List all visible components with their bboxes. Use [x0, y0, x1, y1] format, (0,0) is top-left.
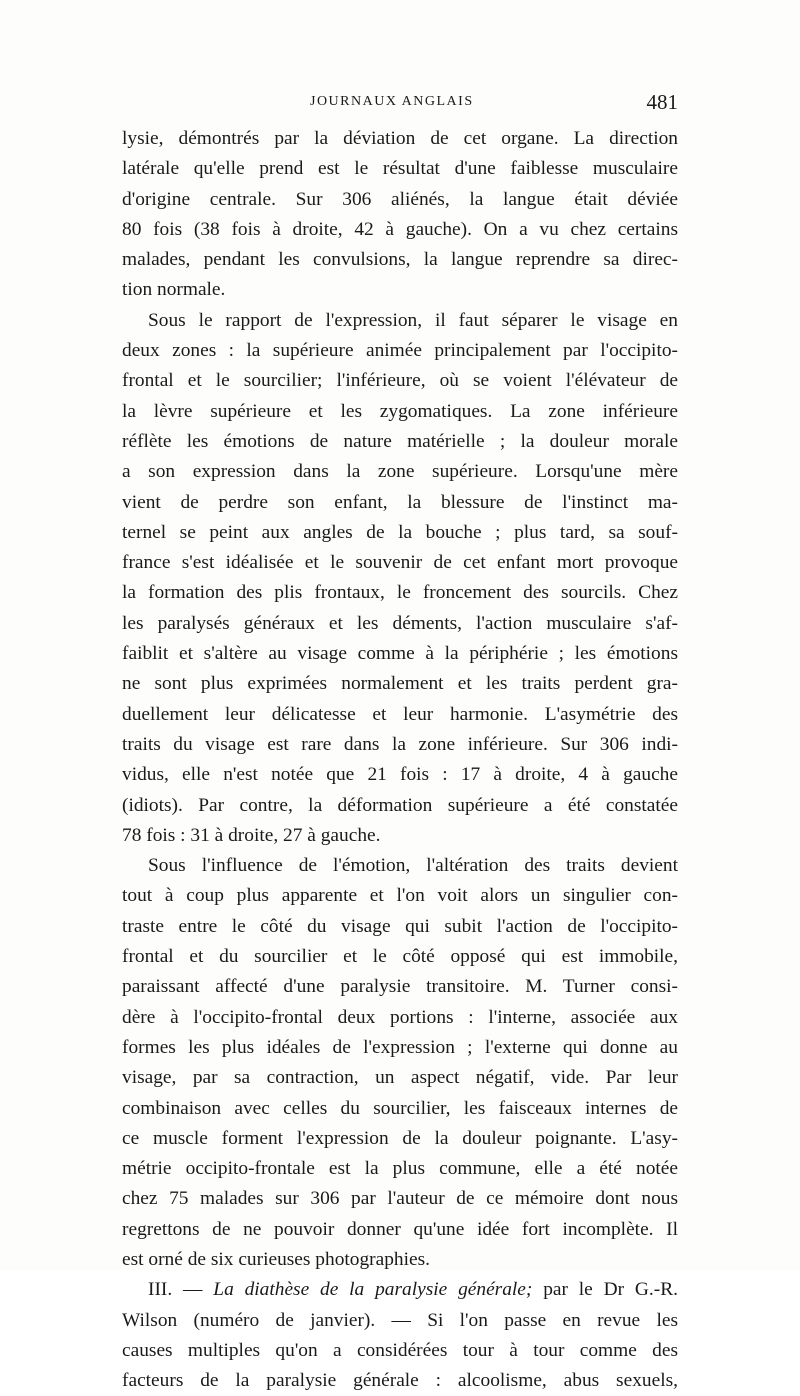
text-line: traits du visage est rare dans la zone inférieure. Sur 306 indi-: [122, 733, 678, 755]
text-line: faiblit et s'altère au visage comme à la périphérie ; les émotions: [122, 643, 678, 665]
text-line: tion normale.: [122, 279, 226, 301]
section-heading-line: [122, 1275, 678, 1305]
page-number: 481: [646, 90, 678, 114]
section-numeral: III. —: [148, 1279, 214, 1301]
text-line: causes multiples qu'on a considérées tour à tour comme des: [122, 1339, 678, 1361]
text-line: les paralysés généraux et les déments, l'action musculaire s'af-: [122, 612, 678, 634]
text-line: est orné de six curieuses photographies.: [122, 1248, 431, 1270]
text-line: facteurs de la paralysie générale : alcoolisme, abus sexuels,: [122, 1370, 678, 1392]
text-line: malades, pendant les convulsions, la langue reprendre sa direc-: [122, 249, 678, 271]
text-line: la lèvre supérieure et les zygomatiques. La zone inférieure: [122, 400, 678, 422]
text-line: d'origine centrale. Sur 306 aliénés, la langue était déviée: [122, 188, 678, 210]
text-line: regrettons de ne pouvoir donner qu'une idée fort incomplète. Il: [122, 1218, 678, 1240]
text-line: réflète les émotions de nature matérielle ; la douleur morale: [122, 430, 678, 452]
text-line: Sous le rapport de l'expression, il faut séparer le visage en: [148, 309, 678, 331]
text-line: france s'est idéalisée et le souvenir de cet enfant mort provoque: [122, 552, 678, 574]
text-line: métrie occipito-frontale est la plus commune, elle a été notée: [122, 1158, 678, 1180]
text-line: Sous l'influence de l'émotion, l'altération des traits devient: [148, 855, 678, 877]
text-line: latérale qu'elle prend est le résultat d'une faiblesse musculaire: [122, 158, 678, 180]
text-line: 78 fois : 31 à droite, 27 à gauche.: [122, 824, 381, 846]
text-line: deux zones : la supérieure animée principalement par l'occipito-: [122, 340, 678, 362]
running-head: JOURNAUX ANGLAIS: [310, 94, 474, 109]
text-line: traste entre le côté du visage qui subit l'action de l'occipito-: [122, 915, 678, 937]
text-line: 80 fois (38 fois à droite, 42 à gauche). On a vu chez certains: [122, 218, 678, 240]
text-line: vient de perdre son enfant, la blessure de l'instinct ma-: [122, 491, 678, 513]
text-line: ne sont plus exprimées normalement et les traits perdent gra-: [122, 673, 678, 695]
section-title: La diathèse de la paralysie générale;: [213, 1279, 533, 1301]
text-line: dère à l'occipito-frontal deux portions : l'interne, associée aux: [122, 1006, 678, 1028]
text-line: vidus, elle n'est notée que 21 fois : 17 à droite, 4 à gauche: [122, 764, 678, 786]
text-line: a son expression dans la zone supérieure. Lorsqu'une mère: [122, 461, 678, 483]
text-line: chez 75 malades sur 306 par l'auteur de ce mémoire dont nous: [122, 1188, 678, 1210]
text-line: combinaison avec celles du sourcilier, les faisceaux internes de: [122, 1097, 678, 1119]
page-header: [122, 90, 678, 122]
text-line: frontal et le sourcilier; l'inférieure, où se voient l'élévateur de: [122, 370, 678, 392]
text-line: duellement leur délicatesse et leur harmonie. L'asymétrie des: [122, 703, 678, 725]
text-line: formes les plus idéales de l'expression ; l'externe qui donne au: [122, 1036, 678, 1058]
text-line: paraissant affecté d'une paralysie transitoire. M. Turner consi-: [122, 976, 678, 998]
text-line: (idiots). Par contre, la déformation supérieure a été constatée: [122, 794, 678, 816]
body-text: [122, 124, 678, 1396]
text-line: visage, par sa contraction, un aspect négatif, vide. Par leur: [122, 1067, 678, 1089]
text-line: la formation des plis frontaux, le froncement des sourcils. Chez: [122, 582, 678, 604]
text-line: lysie, démontrés par la déviation de cet organe. La direction: [122, 128, 678, 149]
text-line: ternel se peint aux angles de la bouche ; plus tard, sa souf-: [122, 521, 678, 543]
text-line: ce muscle forment l'expression de la douleur poignante. L'asy-: [122, 1127, 678, 1149]
text-line: frontal et du sourcilier et le côté opposé qui est immobile,: [122, 946, 678, 968]
text-line: Wilson (numéro de janvier). — Si l'on passe en revue les: [122, 1309, 678, 1331]
text-line: tout à coup plus apparente et l'on voit alors un singulier con-: [122, 885, 678, 907]
section-author: par le Dr G.-R.: [532, 1279, 678, 1301]
